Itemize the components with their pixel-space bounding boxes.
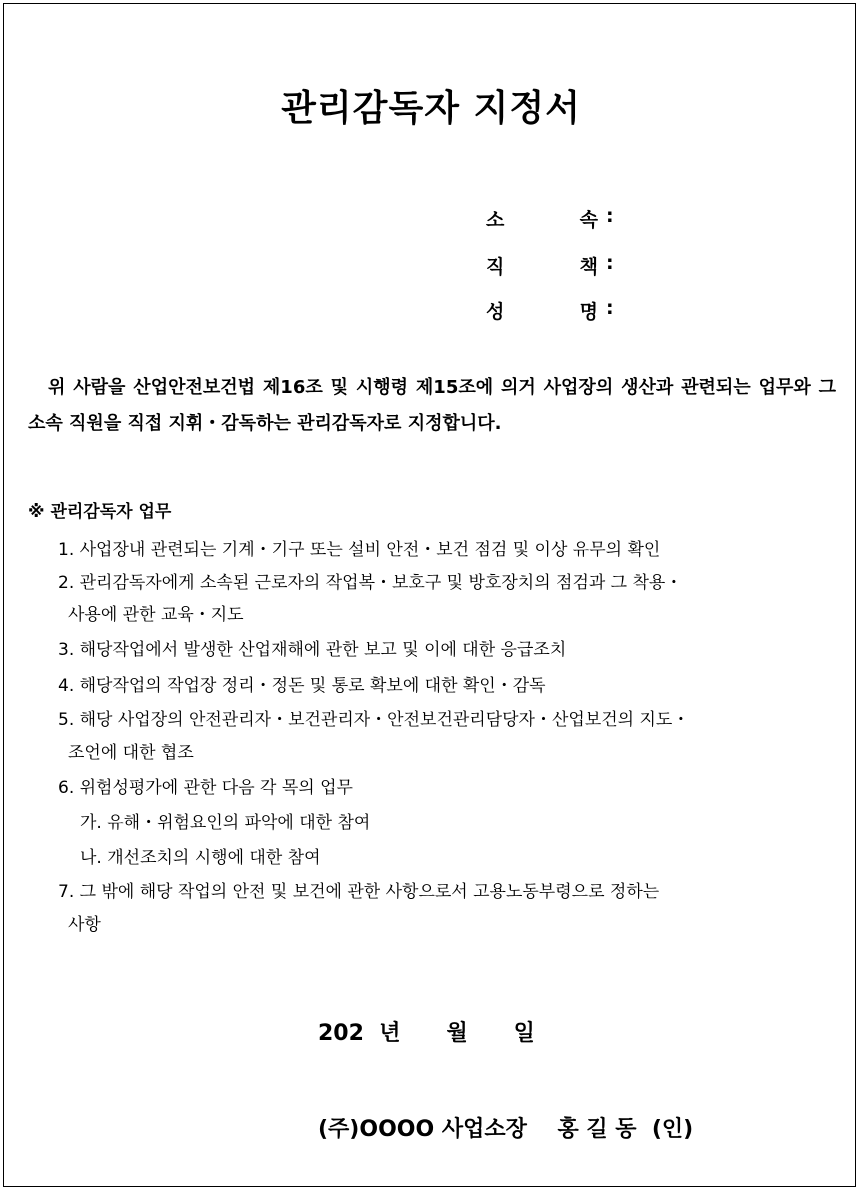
field-name-label: 성 명 bbox=[486, 301, 598, 323]
field-position-colon: : bbox=[606, 252, 614, 274]
field-name bbox=[486, 297, 614, 324]
field-position-label: 직 책 bbox=[486, 256, 598, 278]
duty-item: 2. 관리감독자에게 소속된 근로자의 작업복・보호구 및 방호장치의 점검과 그 착용・ bbox=[58, 573, 683, 593]
signer-line: (주)OOOO 사업소장 홍 길 동 (인) bbox=[318, 1117, 694, 1142]
designation-statement: 위 사람을 산업안전보건법 제16조 및 시행령 제15조에 의거 사업장의 생산과 관련되는 업무와 그 소속 직원을 직접 지휘・감독하는 관리감독자로 지정합니다. bbox=[28, 377, 836, 434]
field-name-colon: : bbox=[606, 297, 614, 319]
duty-item: 7. 그 밖에 해당 작업의 안전 및 보건에 관한 사항으로서 고용노동부령으로 정하는 bbox=[58, 882, 660, 902]
duty-subitem: 나. 개선조치의 시행에 대한 참여 bbox=[80, 848, 321, 868]
duty-item: 6. 위험성평가에 관한 다음 각 목의 업무 bbox=[58, 778, 353, 798]
duty-item: 5. 해당 사업장의 안전관리자・보건관리자・안전보건관리담당자・산업보건의 지도・ bbox=[58, 710, 690, 730]
field-position bbox=[486, 252, 614, 279]
duties-heading: ※ 관리감독자 업무 bbox=[28, 502, 172, 522]
field-affiliation-colon: : bbox=[606, 205, 614, 227]
duty-item-continuation: 사항 bbox=[68, 915, 101, 935]
date-line: 202 년 월 일 bbox=[318, 1021, 535, 1046]
duty-item: 1. 사업장내 관련되는 기계・기구 또는 설비 안전・보건 점검 및 이상 유무의 확인 bbox=[58, 540, 661, 560]
document-title: 관리감독자 지정서 bbox=[281, 88, 581, 129]
field-affiliation-label: 소 속 bbox=[486, 209, 598, 231]
duty-item-continuation: 조언에 대한 협조 bbox=[68, 743, 194, 763]
duty-subitem: 가. 유해・위험요인의 파악에 대한 참여 bbox=[80, 813, 371, 833]
duty-item: 4. 해당작업의 작업장 정리・정돈 및 통로 확보에 대한 확인・감독 bbox=[58, 676, 546, 696]
duty-item: 3. 해당작업에서 발생한 산업재해에 관한 보고 및 이에 대한 응급조치 bbox=[58, 640, 567, 660]
duty-item-continuation: 사용에 관한 교육・지도 bbox=[68, 605, 244, 625]
field-affiliation bbox=[486, 205, 614, 232]
